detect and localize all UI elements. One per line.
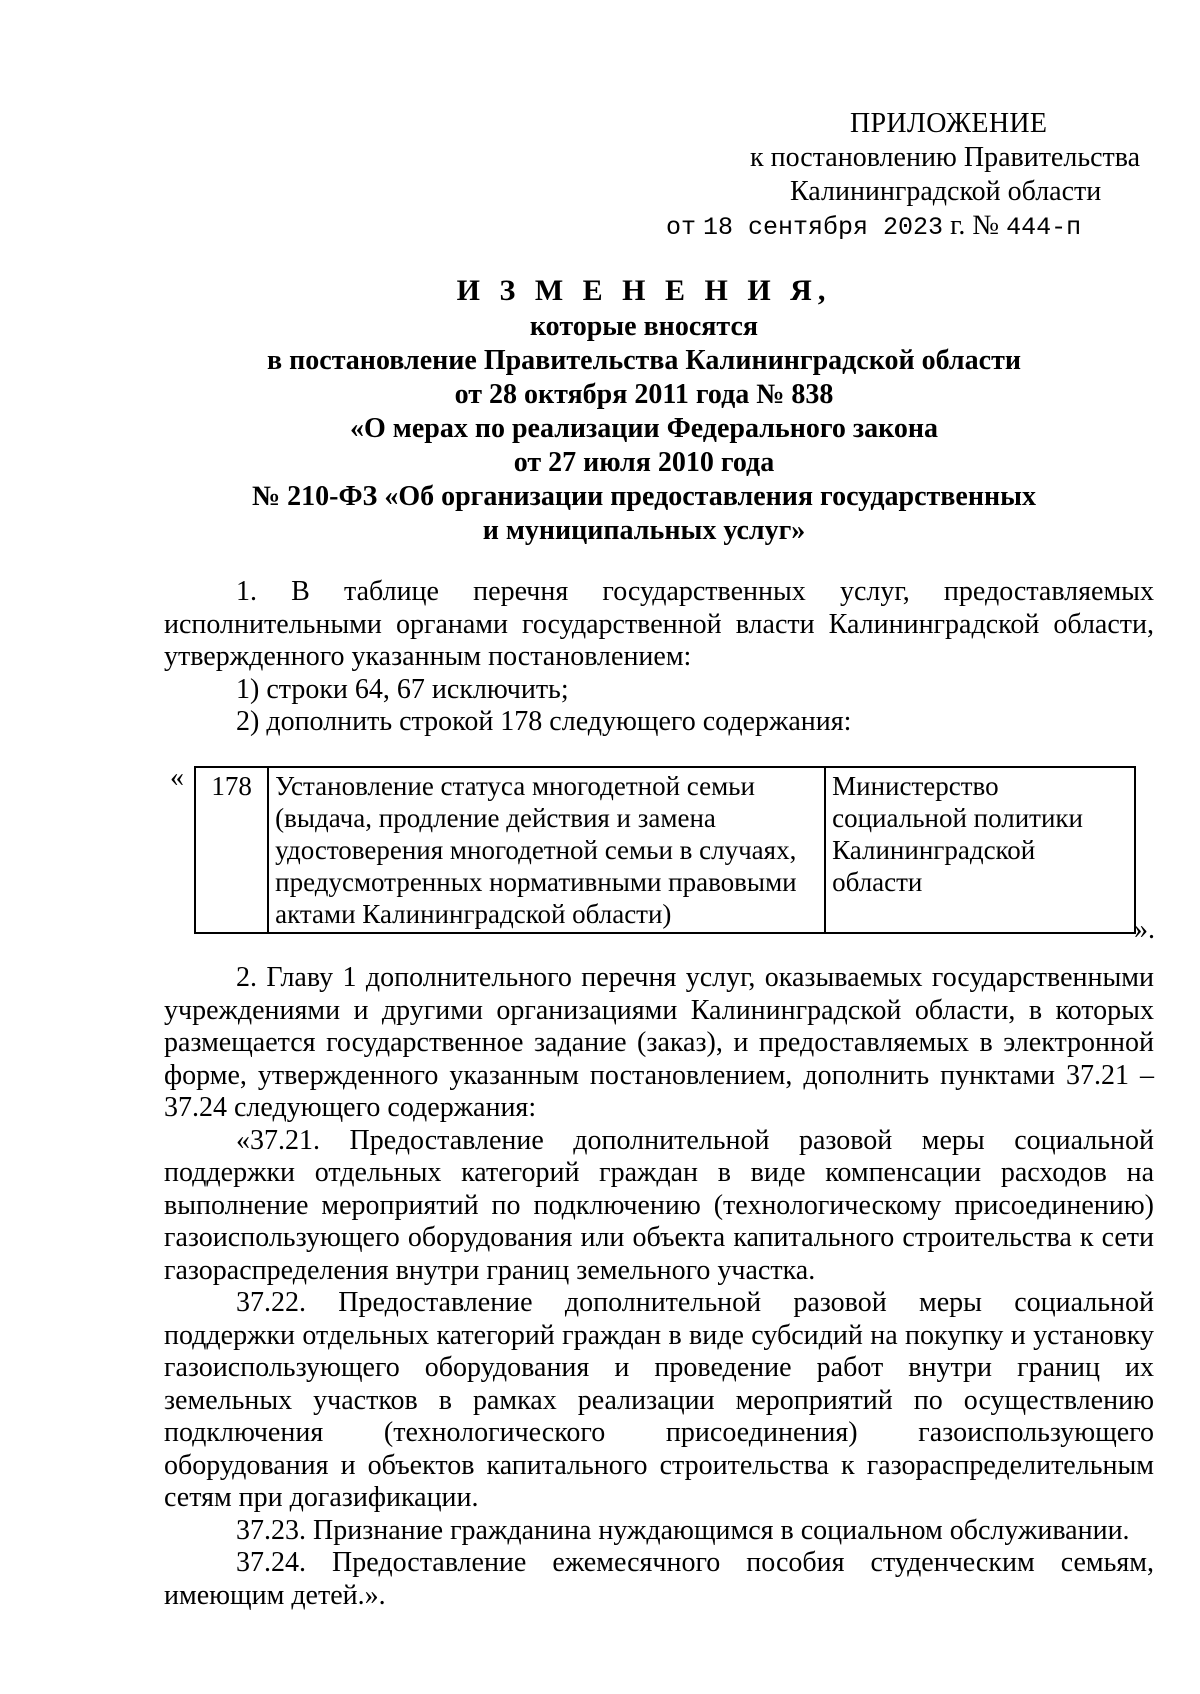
- item-37-24: 37.24. Предоставление ежемесячного пособия студенческим семьям, имеющим детей.».: [164, 1547, 1154, 1611]
- table-row: [195, 767, 1135, 933]
- section-1: [164, 576, 1154, 739]
- service-name: Установление статуса многодетной семьи (выдача, продление действия и замена удостоверения многодетной семьи в случаях, предусмотренных нормативными правовыми актами Калининградской области): [268, 767, 825, 933]
- resolution-number: 444-п: [1006, 213, 1082, 242]
- title-line: от 27 июля 2010 года: [513, 447, 775, 478]
- title-heading: И З М Е Н Е Н И Я,: [456, 274, 832, 307]
- section-2: [164, 962, 1154, 1612]
- responsible-organ: Министерство социальной политики Калининградской области: [825, 767, 1135, 933]
- appendix-title: ПРИЛОЖЕНИЕ: [850, 108, 1048, 139]
- table-close-quote: ».: [1134, 914, 1155, 945]
- table-open-quote: «: [170, 762, 184, 793]
- title-line: и муниципальных услуг»: [482, 515, 806, 546]
- title-line: в постановление Правительства Калининградской области: [267, 345, 1021, 376]
- services-table: [194, 766, 1136, 934]
- section-1-intro: 1. В таблице перечня государственных услуг, предоставляемых исполнительными органами государственной власти Калининградской области, утвержденного указанным постановлением:: [164, 576, 1154, 672]
- date-prefix: от: [666, 213, 697, 242]
- date-mid: г. №: [950, 210, 1000, 241]
- section-2-intro: 2. Главу 1 дополнительного перечня услуг, оказываемых государственными учреждениями и другими организациями Калининградской области, в которых размещается государственное задание (заказ), и предоставляемых в электронной форме, утвержденного указанным постановлением, дополнить пунктами 37.21 – 37.24 следующего содержания:: [164, 962, 1154, 1123]
- item-37-21: «37.21. Предоставление дополнительной разовой меры социальной поддержки отдельных категорий граждан в виде компенсации расходов на выполнение мероприятий по подключению (технологическому присоединению) газоиспользующего оборудования или объекта капитального строительства к сети газораспределения внутри границ земельного участка.: [164, 1124, 1154, 1286]
- row-number: 178: [195, 767, 268, 933]
- appendix-subtitle-line2: Калининградской области: [790, 176, 1102, 207]
- item-37-22: 37.22. Предоставление дополнительной разовой меры социальной поддержки отдельных категорий граждан в виде субсидий на покупку и установку газоиспользующего оборудования и проведение работ внутри границ их земельных участков в рамках реализации мероприятий по осуществлению подключения (технологического присоединения) газоиспользующего оборудования и объектов капитального строительства к газораспределительным сетям при догазификации.: [164, 1287, 1154, 1513]
- date-value: 18 сентября 2023: [703, 213, 944, 242]
- section-1-item-2: 2) дополнить строкой 178 следующего содержания:: [236, 706, 852, 737]
- appendix-subtitle-line1: к постановлению Правительства: [750, 142, 1141, 173]
- title-line: от 28 октября 2011 года № 838: [454, 379, 834, 410]
- appendix-date-line: [666, 210, 1081, 242]
- section-1-item-1: 1) строки 64, 67 исключить;: [236, 673, 569, 705]
- item-37-23: 37.23. Признание гражданина нуждающимся в социальном обслуживании.: [236, 1514, 1130, 1546]
- title-line: которые вносятся: [529, 311, 759, 342]
- title-line: «О мерах по реализации Федерального закона: [349, 413, 939, 444]
- document-title: [160, 274, 1128, 548]
- title-line: № 210-ФЗ «Об организации предоставления государственных: [252, 481, 1036, 512]
